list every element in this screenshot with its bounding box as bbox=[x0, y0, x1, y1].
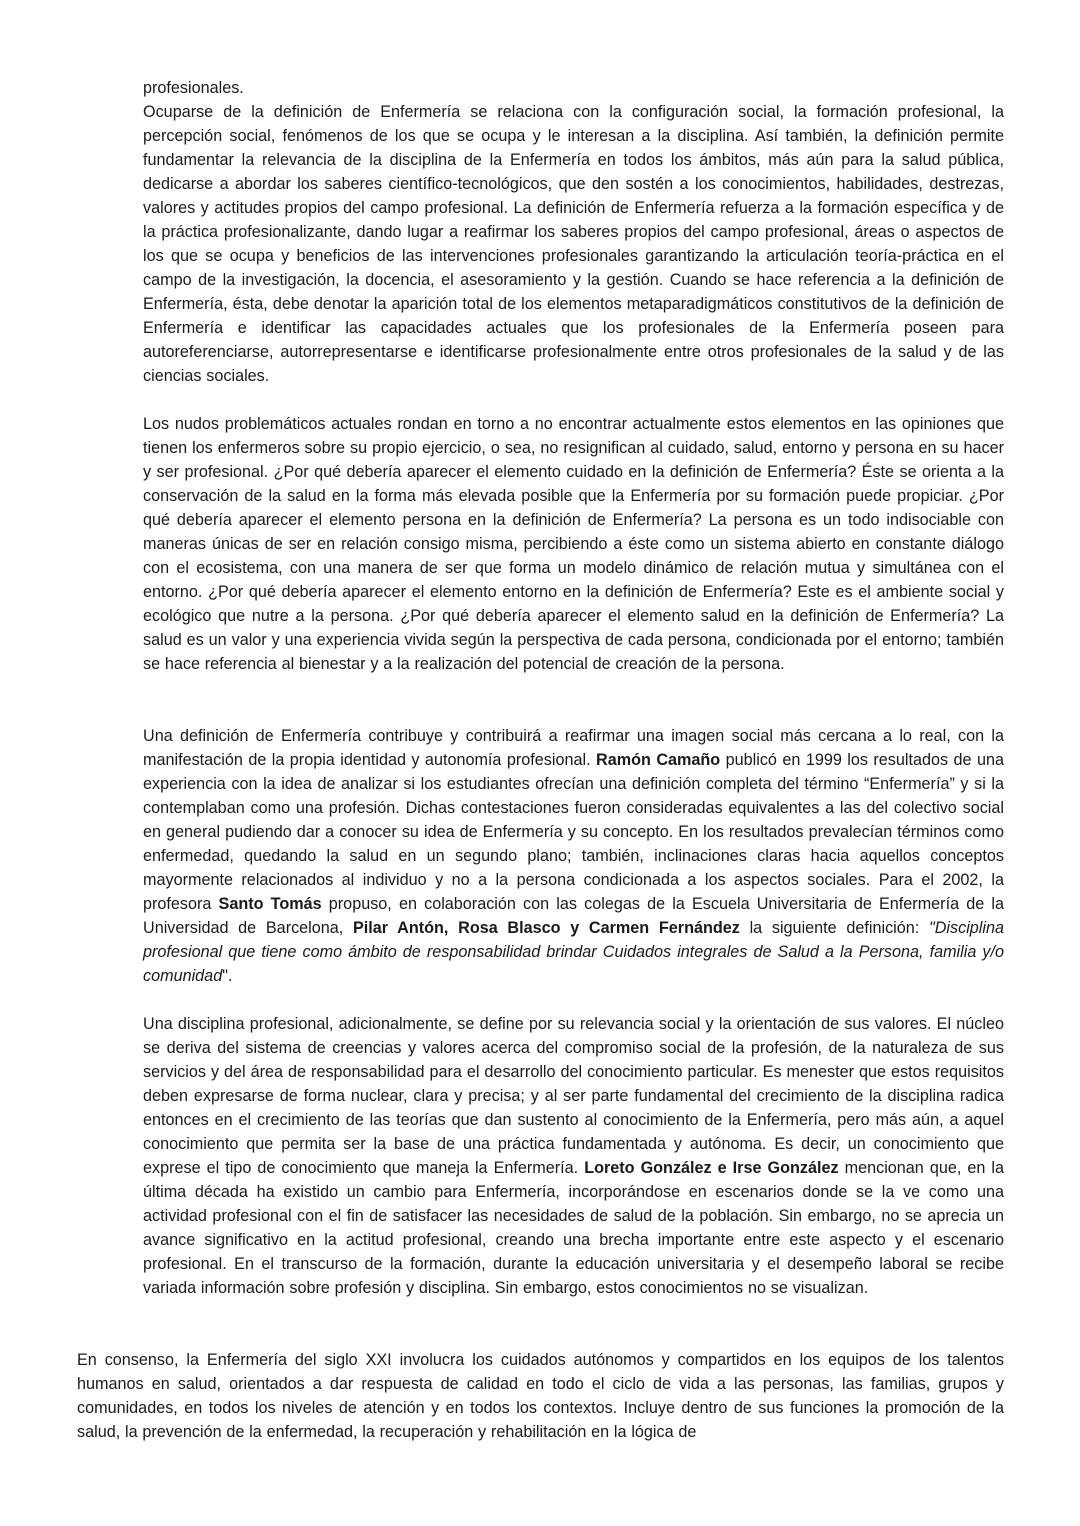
author-name-santo-tomas: Santo Tomás bbox=[218, 895, 322, 913]
text-run: publicó en 1999 los resultados de una experiencia con la idea de analizar si los estudiantes ofrecían una definición completa del término “Enfermería” y si la contemplaban como una profesión. Dichas contestaciones fueron consideradas equivalentes a las del colectivo social en general pudiendo dar a conocer su idea de Enfermería y su concepto. En los resultados prevalecían términos como enfermedad, quedando la salud en un segundo plano; también, inclinaciones claras hacia aquellos conceptos mayormente relacionados al individuo y no a la persona condicionada a los aspectos sociales. Para el 2002, la profesora bbox=[143, 751, 1004, 913]
text-run: la siguiente definición: bbox=[739, 919, 929, 937]
paragraph-professional-discipline bbox=[143, 1012, 1004, 1300]
text-run: propuso, en colaboración con las colegas de la Escuela Universitaria de Enfermería de la Universidad de Barcelona, bbox=[143, 895, 1004, 937]
author-names-barcelona: Pilar Antón, Rosa Blasco y Carmen Fernández bbox=[352, 919, 740, 937]
definition-quote: "Disciplina profesional que tiene como ámbito de responsabilidad brindar Cuidados integrales de Salud a la Persona, familia y/o comunidad bbox=[143, 919, 1004, 985]
text-run: ". bbox=[222, 967, 233, 985]
paragraph-social-image bbox=[143, 724, 1004, 988]
paragraph-consensus: En consenso, la Enfermería del siglo XXI involucra los cuidados autónomos y compartidos en los equipos de los talentos humanos en salud, orientados a dar respuesta de calidad en todo el ciclo de vida a las personas, las familias, grupos y comunidades, en todos los niveles de atención y en todos los contextos. Incluye dentro de sus funciones la promoción de la salud, la prevención de la enfermedad, la recuperación y rehabilitación en la lógica de bbox=[77, 1351, 1004, 1441]
paragraph-fragment: profesionales. bbox=[143, 79, 244, 97]
paragraph-problematic-nodes: Los nudos problemáticos actuales rondan en torno a no encontrar actualmente estos elementos en las opiniones que tienen los enfermeros sobre su propio ejercicio, o sea, no resignifican al cuidado, salud, entorno y persona en su hacer y ser profesional. ¿Por qué debería aparecer el elemento cuidado en la definición de Enfermería? Éste se orienta a la conservación de la salud en la forma más elevada posible que la Enfermería por su formación puede propiciar. ¿Por qué debería aparecer el elemento persona en la definición de Enfermería? La persona es un todo indisociable con maneras únicas de ser en relación consigo misma, percibiendo a éste como un sistema abierto en constante diálogo con el ecosistema, con una manera de ser que forma un modelo dinámico de relación mutua y simultánea con el entorno. ¿Por qué debería aparecer el elemento entorno en la definición de Enfermería? Este es el ambiente social y ecológico que nutre a la persona. ¿Por qué debería aparecer el elemento salud en la definición de Enfermería? La salud es un valor y una experiencia vivida según la perspectiva de cada persona, condicionada por el entorno; también se hace referencia al bienestar y a la realización del potencial de creación de la persona. bbox=[143, 415, 1004, 673]
author-name-camano: Ramón Camaño bbox=[596, 751, 721, 769]
paragraph-definition-nursing: Ocuparse de la definición de Enfermería se relaciona con la configuración social, la formación profesional, la percepción social, fenómenos de los que se ocupa y le interesan a la disciplina. Así también, la definición permite fundamentar la relevancia de la disciplina de la Enfermería en todos los ámbitos, más aún para la salud pública, dedicarse a abordar los saberes científico-tecnológicos, que den sostén a los conocimientos, habilidades, destrezas, valores y actitudes propios del campo profesional. La definición de Enfermería refuerza a la formación específica y de la práctica profesionalizante, dando lugar a reafirmar los saberes propios del campo profesional, áreas o aspectos de los que se ocupa y beneficios de las intervenciones profesionales garantizando la articulación teoría-práctica en el campo de la investigación, la docencia, el asesoramiento y la gestión. Cuando se hace referencia a la definición de Enfermería, ésta, debe denotar la aparición total de los elementos metaparadigmáticos constitutivos de la definición de Enfermería e identificar las capacidades actuales que los profesionales de la Enfermería poseen para autoreferenciarse, autorrepresentarse e identificarse profesionalmente entre otros profesionales de la salud y de las ciencias sociales. bbox=[143, 103, 1004, 385]
text-run: mencionan que, en la última década ha existido un cambio para Enfermería, incorporándose en escenarios donde se la ve como una actividad profesional con el fin de satisfacer las necesidades de salud de la población. Sin embargo, no se aprecia un avance significativo en la actitud profesional, creando una brecha importante entre este aspecto y el escenario profesional. En el transcurso de la formación, durante la educación universitaria y el desempeño laboral se recibe variada información sobre profesión y disciplina. Sin embargo, estos conocimientos no se visualizan. bbox=[143, 1159, 1004, 1297]
author-names-gonzalez: Loreto González e Irse González bbox=[584, 1159, 839, 1177]
text-run: Una disciplina profesional, adicionalmente, se define por su relevancia social y la orientación de sus valores. El núcleo se deriva del sistema de creencias y valores acerca del compromiso social de la profesión, de la naturaleza de sus servicios y del área de responsabilidad para el desarrollo del conocimiento particular. Es menester que estos requisitos deben expresarse de forma nuclear, clara y precisa; y al ser parte fundamental del crecimiento de la disciplina radica entonces en el crecimiento de las teorías que dan sustento al conocimiento de la Enfermería, pero más aún, a aquel conocimiento que permita ser la base de una práctica fundamentada y autónoma. Es decir, un conocimiento que exprese el tipo de conocimiento que maneja la Enfermería. bbox=[143, 1015, 1004, 1177]
text-run: Una definición de Enfermería contribuye y contribuirá a reafirmar una imagen social más cercana a lo real, con la manifestación de la propia identidad y autonomía profesional. bbox=[143, 727, 1004, 769]
